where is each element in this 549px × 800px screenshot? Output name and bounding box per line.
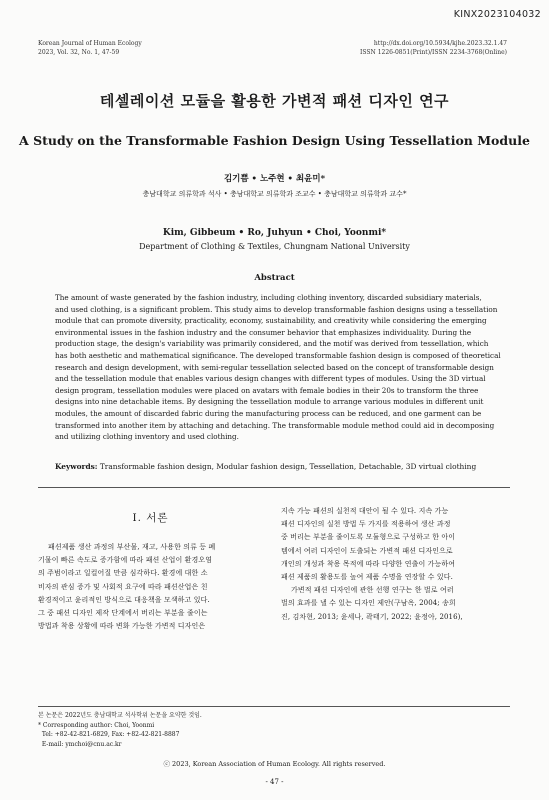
abstract-line: research and design development, with semi-regular tessellation selected based on the concept of transformable design (55, 362, 494, 372)
text-line: 개인의 개성과 착용 목적에 따라 다양한 연출이 가능하여 (281, 559, 456, 568)
abstract-line: and utilizing clothing inventory and used clothing. (55, 432, 239, 442)
abstract-line: designs into nine detachable items. By designing the tessellation module to arrange various modules in different unit (55, 397, 484, 407)
abstract-line: design program, tessellation modules were placed on avatars with female bodies in their 20s to transform the three (55, 385, 479, 395)
body-column-right (281, 505, 511, 624)
footnote-line: Tel: +82-42-821-6829, Fax: +82-42-821-8887 (38, 731, 180, 738)
section-divider (38, 487, 510, 488)
footnote-line: E-mail: ymchoi@cnu.ac.kr (38, 740, 122, 748)
document-id: KINX2023104032 (453, 9, 541, 20)
journal-name: Korean Journal of Human Ecology (38, 40, 142, 47)
abstract-line: production stage, the design's variability was primarily considered, and the motif was derived from tessellation, which (55, 339, 489, 349)
text-line: 패션 제품의 활용도를 높여 제품 수명을 연장할 수 있다. (281, 573, 453, 582)
paragraph (281, 505, 511, 584)
text-line: 가변적 패션 디자인에 관한 선행 연구는 한 벌로 여러 (291, 586, 454, 595)
footnote-line: * Corresponding author: Choi, Yoonmi (38, 721, 155, 729)
abstract-line: environmental issues in the fashion industry and the consumer behavior that emphasizes individuality. During the (55, 327, 472, 337)
title-korean: 테셀레이션 모듈을 활용한 가변적 패션 디자인 연구 (99, 92, 450, 110)
body-column-left (38, 541, 266, 633)
text-line: 벌의 효과를 낼 수 있는 디자인 제안(구남옥, 2004; 송희 (281, 599, 456, 608)
text-line: 진, 김차현, 2013; 윤세나, 곽태기, 2022; 윤정아, 2016), (281, 612, 463, 621)
abstract-line: module that can promote diversity, practicality, economy, sustainability, and creativity while considering the emerging (55, 316, 487, 326)
abstract-body (55, 292, 501, 443)
doi-link[interactable]: http://dx.doi.org/10.5934/kjhe.2023.32.1.47 (373, 40, 507, 47)
text-line: 의 주범이라고 일컬어질 만큼 심각하다. 환경에 대한 소 (38, 569, 208, 578)
keywords-label: Keywords: (55, 462, 98, 471)
text-line: 비자의 관심 증가 및 사회적 요구에 따라 패션산업은 친 (38, 582, 208, 591)
keywords (55, 462, 505, 471)
text-line: 중 버리는 부분을 줄이도록 모듈형으로 구성하고 한 아이 (281, 533, 456, 542)
footnote-line: 본 논문은 2022년도 충남대학교 석사학위 논문을 요약한 것임. (38, 712, 202, 719)
affiliation-korean: 충남대학교 의류학과 석사 • 충남대학교 의류학과 조교수 • 충남대학교 의류학과 교수* (142, 190, 407, 198)
journal-header (38, 39, 142, 57)
abstract-line: has both aesthetic and mathematical significance. The developed transformable fashion design is composed of theoretical (55, 350, 501, 360)
abstract-line: and used clothing, is a significant problem. This study aims to develop transformable fashion designs using a tessellation (55, 304, 498, 314)
text-line: 패션 디자인의 실천 방법 두 가지를 적용하여 생산 과정 (281, 520, 451, 529)
doi-header (360, 39, 507, 57)
footnotes (38, 711, 202, 749)
page-number: - 47 - (265, 778, 284, 786)
text-line: 환경적이고 윤리적인 방식으로 대응책을 모색하고 있다. (38, 595, 210, 604)
text-line: 패션제품 생산 과정의 부산물, 재고, 사용한 의류 등 폐 (48, 543, 216, 551)
text-line: 지속 가능 패션의 실천적 대안이 될 수 있다. 지속 가능 (281, 507, 449, 515)
title-english: A Study on the Transformable Fashion Design Using Tessellation Module (19, 133, 530, 148)
text-line: 방법과 착용 상황에 따라 변화 가능한 가변적 디자인은 (38, 622, 206, 631)
footnote-divider (38, 706, 510, 707)
abstract-line: and the tessellation module that enables various design changes with different types of modules. Using the 3D virtual (55, 374, 486, 384)
copyright: ⓒ 2023, Korean Association of Human Ecology. All rights reserved. (163, 760, 386, 768)
abstract-line: The amount of waste generated by the fashion industry, including clothing inventory, discarded subsidiary materials, (55, 293, 482, 302)
paragraph (38, 541, 266, 633)
text-line: 템에서 여러 디자인이 도출되는 가변적 패션 디자인으로 (281, 546, 453, 555)
abstract-line: transformed into another item by attaching and detaching. The transformable module method could aid in decomposing (55, 420, 495, 430)
paragraph (281, 584, 511, 624)
keywords-text: Transformable fashion design, Modular fashion design, Tessellation, Detachable, 3D virtual clothing (99, 462, 477, 471)
authors-english: Kim, Gibbeum • Ro, Juhyun • Choi, Yoonmi* (162, 228, 387, 238)
text-line: 그 중 패션 디자인 제작 단계에서 버리는 부분을 줄이는 (38, 609, 208, 618)
section-title: Ⅰ. 서론 (132, 512, 169, 524)
authors-korean: 김기쁨 • 노주현 • 최윤미* (223, 174, 326, 184)
issn: ISSN 1226-0851(Print)/ISSN 2234-3768(Online) (360, 49, 507, 56)
text-line: 기물이 빠른 속도로 증가함에 따라 패션 산업이 환경오염 (38, 556, 213, 565)
abstract-line: modules, the amount of discarded fabric during the manufacturing process can be reduced, and one garment can be (55, 408, 482, 418)
affiliation-english: Department of Clothing & Textiles, Chungnam National University (139, 242, 410, 251)
volume-info: 2023, Vol. 32, No. 1, 47-59 (38, 49, 120, 56)
abstract-heading: Abstract (254, 273, 295, 283)
